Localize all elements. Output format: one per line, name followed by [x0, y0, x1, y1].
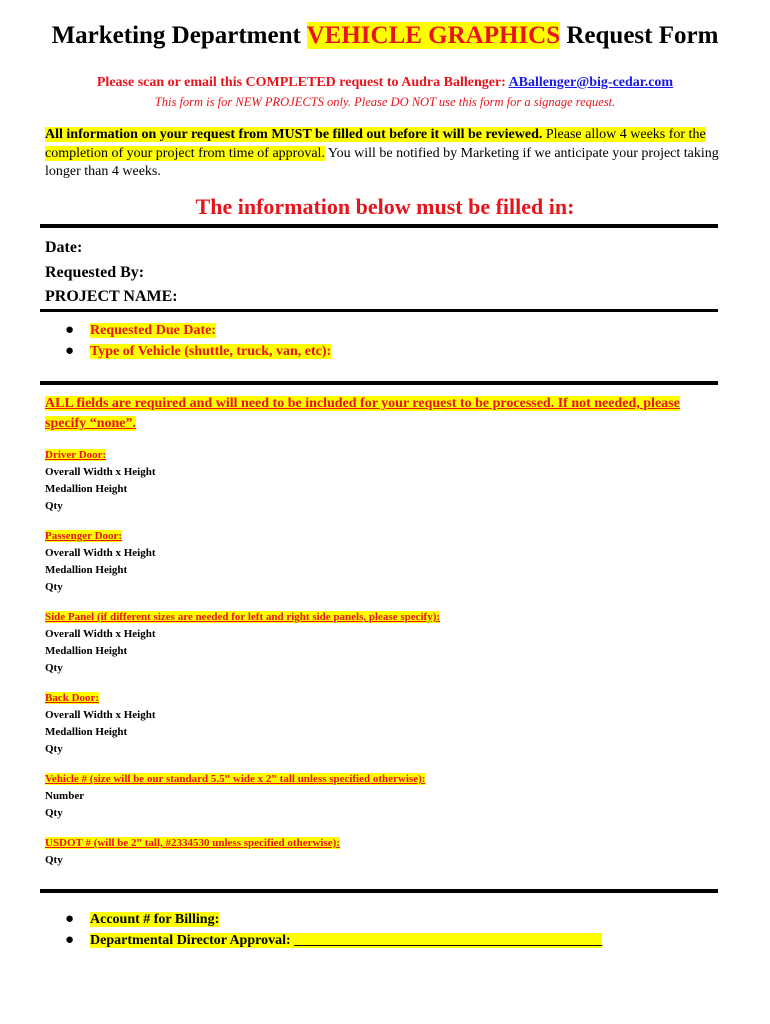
due-date-label: Requested Due Date: — [90, 323, 216, 338]
back-door-section — [45, 690, 156, 758]
bullet-icon: ● — [65, 932, 75, 948]
paragraph-highlight: Please allow 4 weeks for the completion of your project from time of approval. — [45, 127, 706, 161]
section-line: Overall Width x Height — [45, 709, 156, 721]
section-heading: Side Panel (if different sizes are needed for left and right side panels, please specify): — [45, 611, 441, 623]
divider — [40, 381, 718, 385]
title-prefix: Marketing Department — [51, 22, 307, 49]
vehicle-number-section — [45, 771, 425, 822]
section-line: Medallion Height — [45, 564, 128, 576]
project-name-field-label: PROJECT NAME: — [45, 288, 178, 305]
section-line: Overall Width x Height — [45, 628, 156, 640]
requested-by-field-label: Requested By: — [45, 263, 145, 281]
form-scope-note: This form is for NEW PROJECTS only. Please DO NOT use this form for a signage request. — [154, 95, 616, 109]
bullet-icon: ● — [65, 911, 75, 927]
paragraph-plain: You will be notified by Marketing if we anticipate your project taking longer than 4 weeks. — [45, 145, 719, 179]
section-line: Qty — [45, 581, 63, 593]
bullet-icon: ● — [65, 322, 75, 338]
email-link[interactable]: ABallenger@big-cedar.com — [508, 75, 674, 90]
list-item — [62, 341, 331, 362]
section-line: Overall Width x Height — [45, 547, 156, 559]
paragraph-bold: All information on your request from MUST be filled out before it will be reviewed. — [45, 127, 543, 142]
top-bullet-list — [62, 320, 331, 362]
billing-account-label: Account # for Billing: — [90, 912, 220, 927]
passenger-door-section — [45, 528, 156, 596]
section-line: Qty — [45, 662, 63, 674]
vehicle-type-label: Type of Vehicle (shuttle, truck, van, etc): — [90, 344, 332, 359]
requirements-paragraph — [45, 126, 725, 182]
divider — [40, 309, 718, 312]
section-line: Medallion Height — [45, 483, 128, 495]
section-line: Number — [45, 790, 85, 802]
director-approval-label: Departmental Director Approval: ____________________________________________ — [90, 933, 603, 948]
instruction-text: Please scan or email this COMPLETED request to Audra Ballenger: — [96, 75, 509, 90]
section-line: Qty — [45, 807, 63, 819]
required-notice — [45, 394, 715, 434]
section-line: Medallion Height — [45, 726, 128, 738]
section-heading: USDOT # (will be 2” tall, #2334530 unless specified otherwise): — [45, 837, 340, 849]
title-highlight: VEHICLE GRAPHICS — [306, 22, 561, 49]
list-item — [62, 930, 602, 951]
section-line: Medallion Height — [45, 645, 128, 657]
list-item — [62, 909, 602, 930]
section-line: Qty — [45, 500, 63, 512]
section-heading: Back Door: — [45, 692, 100, 704]
driver-door-section — [45, 447, 156, 515]
section-line: Qty — [45, 743, 63, 755]
section-heading: Vehicle # (size will be our standard 5.5” wide x 2” tall unless specified otherwise): — [45, 773, 426, 785]
section-subheading: The information below must be filled in: — [195, 194, 575, 219]
required-notice-text: ALL fields are required and will need to be included for your request to be processed. If not needed, please specify “none”. — [45, 396, 680, 431]
list-item — [62, 320, 331, 341]
section-heading: Driver Door: — [45, 449, 107, 461]
section-heading: Passenger Door: — [45, 530, 123, 542]
bottom-bullet-list — [62, 909, 602, 951]
page-title — [0, 22, 770, 50]
divider — [40, 889, 718, 893]
section-line: Overall Width x Height — [45, 466, 156, 478]
section-line: Qty — [45, 854, 63, 866]
usdot-section — [45, 835, 340, 869]
divider — [40, 224, 718, 228]
date-field-label: Date: — [45, 239, 83, 256]
side-panel-section — [45, 609, 440, 677]
submission-instruction — [0, 75, 770, 91]
bullet-icon: ● — [65, 343, 75, 359]
title-suffix: Request Form — [560, 22, 719, 49]
request-fields — [45, 236, 178, 310]
